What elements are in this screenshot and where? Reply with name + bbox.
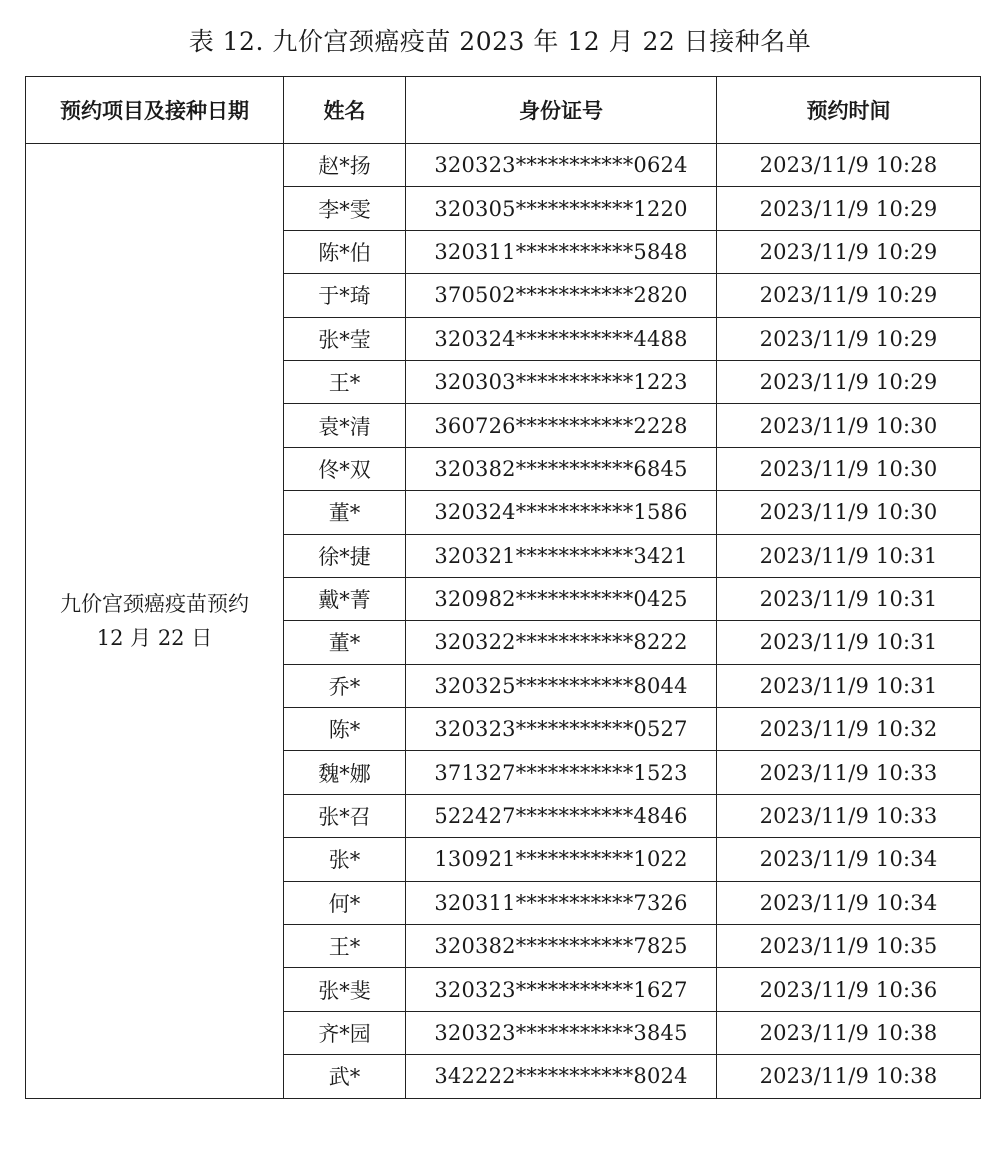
header-name: 姓名	[284, 77, 406, 144]
name-cell: 张*斐	[284, 968, 406, 1011]
time-cell: 2023/11/9 10:38	[717, 1055, 981, 1098]
name-cell: 陈*伯	[284, 230, 406, 273]
id-cell: 370502***********2820	[406, 274, 717, 317]
time-cell: 2023/11/9 10:34	[717, 881, 981, 924]
name-cell: 乔*	[284, 664, 406, 707]
time-cell: 2023/11/9 10:34	[717, 838, 981, 881]
header-time: 预约时间	[717, 77, 981, 144]
header-row	[26, 77, 981, 144]
id-cell: 371327***********1523	[406, 751, 717, 794]
id-cell: 320323***********0624	[406, 144, 717, 187]
id-cell: 320325***********8044	[406, 664, 717, 707]
id-cell: 320311***********7326	[406, 881, 717, 924]
name-cell: 董*	[284, 491, 406, 534]
id-cell: 320322***********8222	[406, 621, 717, 664]
project-cell	[26, 144, 284, 1099]
id-cell: 320321***********3421	[406, 534, 717, 577]
vaccination-roster-table	[25, 76, 981, 1099]
time-cell: 2023/11/9 10:28	[717, 144, 981, 187]
name-cell: 张*召	[284, 794, 406, 837]
name-cell: 徐*捷	[284, 534, 406, 577]
id-cell: 522427***********4846	[406, 794, 717, 837]
time-cell: 2023/11/9 10:29	[717, 317, 981, 360]
id-cell: 320305***********1220	[406, 187, 717, 230]
id-cell: 320382***********7825	[406, 925, 717, 968]
id-cell: 320323***********3845	[406, 1011, 717, 1054]
name-cell: 佟*双	[284, 447, 406, 490]
time-cell: 2023/11/9 10:38	[717, 1011, 981, 1054]
name-cell: 于*琦	[284, 274, 406, 317]
time-cell: 2023/11/9 10:29	[717, 187, 981, 230]
table-title: 表 12. 九价宫颈癌疫苗 2023 年 12 月 22 日接种名单	[188, 27, 812, 56]
name-cell: 赵*扬	[284, 144, 406, 187]
time-cell: 2023/11/9 10:31	[717, 621, 981, 664]
name-cell: 董*	[284, 621, 406, 664]
id-cell: 130921***********1022	[406, 838, 717, 881]
name-cell: 魏*娜	[284, 751, 406, 794]
name-cell: 武*	[284, 1055, 406, 1098]
id-cell: 320324***********1586	[406, 491, 717, 534]
id-cell: 342222***********8024	[406, 1055, 717, 1098]
name-cell: 齐*园	[284, 1011, 406, 1054]
header-project: 预约项目及接种日期	[26, 77, 284, 144]
time-cell: 2023/11/9 10:31	[717, 577, 981, 620]
time-cell: 2023/11/9 10:36	[717, 968, 981, 1011]
table-row	[26, 144, 981, 187]
project-date: 12 月 22 日	[96, 625, 213, 650]
name-cell: 戴*菁	[284, 577, 406, 620]
name-cell: 李*雯	[284, 187, 406, 230]
roster-body	[26, 144, 981, 1099]
id-cell: 320982***********0425	[406, 577, 717, 620]
time-cell: 2023/11/9 10:33	[717, 751, 981, 794]
time-cell: 2023/11/9 10:31	[717, 664, 981, 707]
name-cell: 张*	[284, 838, 406, 881]
id-cell: 320324***********4488	[406, 317, 717, 360]
id-cell: 360726***********2228	[406, 404, 717, 447]
name-cell: 张*莹	[284, 317, 406, 360]
name-cell: 陈*	[284, 708, 406, 751]
name-cell: 王*	[284, 925, 406, 968]
time-cell: 2023/11/9 10:29	[717, 230, 981, 273]
name-cell: 何*	[284, 881, 406, 924]
name-cell: 袁*清	[284, 404, 406, 447]
time-cell: 2023/11/9 10:31	[717, 534, 981, 577]
id-cell: 320323***********0527	[406, 708, 717, 751]
time-cell: 2023/11/9 10:29	[717, 360, 981, 403]
id-cell: 320323***********1627	[406, 968, 717, 1011]
time-cell: 2023/11/9 10:30	[717, 404, 981, 447]
id-cell: 320382***********6845	[406, 447, 717, 490]
id-cell: 320303***********1223	[406, 360, 717, 403]
id-cell: 320311***********5848	[406, 230, 717, 273]
time-cell: 2023/11/9 10:30	[717, 447, 981, 490]
time-cell: 2023/11/9 10:32	[717, 708, 981, 751]
time-cell: 2023/11/9 10:30	[717, 491, 981, 534]
name-cell: 王*	[284, 360, 406, 403]
header-id: 身份证号	[406, 77, 717, 144]
time-cell: 2023/11/9 10:29	[717, 274, 981, 317]
time-cell: 2023/11/9 10:35	[717, 925, 981, 968]
project-name: 九价宫颈癌疫苗预约	[60, 591, 249, 616]
time-cell: 2023/11/9 10:33	[717, 794, 981, 837]
